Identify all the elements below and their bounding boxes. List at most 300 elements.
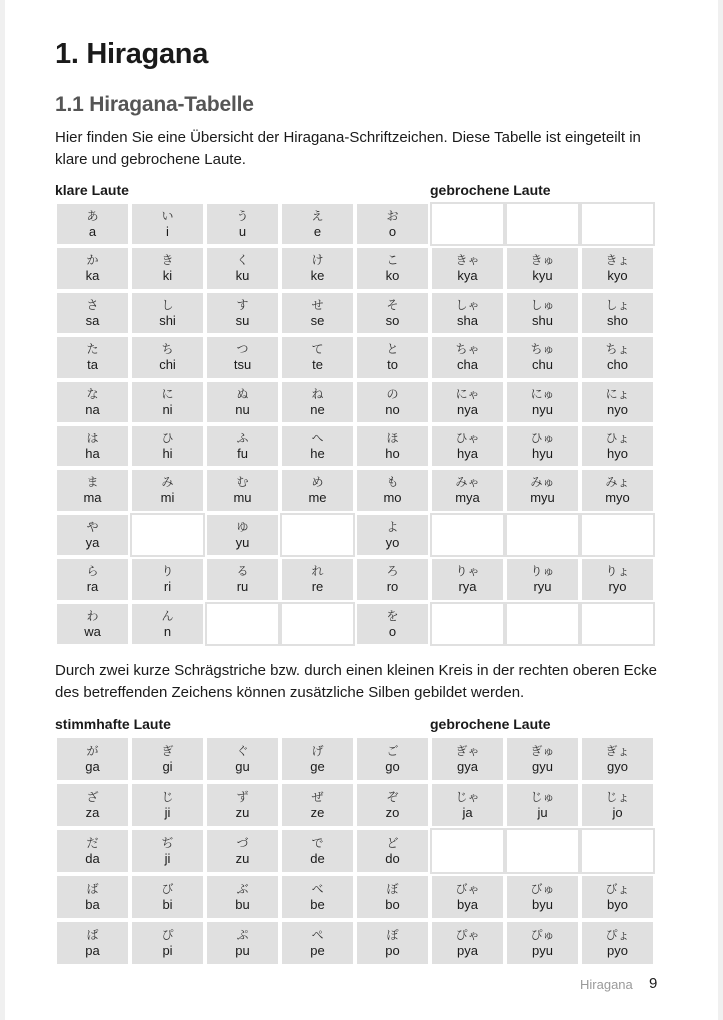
kana-romaji: da	[85, 851, 100, 866]
page-title: 1. Hiragana	[55, 38, 209, 70]
kana-char: ぽ	[386, 928, 399, 942]
kana-char: ぎゅ	[530, 744, 555, 758]
kana-char: じ	[161, 790, 174, 804]
kana-romaji: hyu	[532, 446, 553, 461]
kana-char: て	[311, 342, 324, 357]
kana-cell	[130, 291, 205, 335]
kana-romaji: go	[385, 759, 400, 774]
kana-cell	[205, 291, 280, 335]
kana-char: ぎ	[161, 744, 174, 758]
page-number: 9	[649, 975, 658, 992]
kana-cell	[205, 874, 280, 920]
kana-cell	[280, 782, 355, 828]
kana-cell	[280, 468, 355, 512]
kana-cell	[55, 782, 130, 828]
kana-romaji: pi	[162, 943, 173, 958]
empty-cell	[430, 513, 505, 557]
kana-romaji: ryu	[533, 579, 552, 595]
kana-cell	[55, 246, 130, 290]
table2-label-broken: gebrochene Laute	[430, 716, 551, 732]
kana-char: りょ	[605, 564, 630, 579]
kana-romaji: ho	[385, 446, 400, 461]
kana-romaji: hya	[457, 446, 478, 461]
kana-romaji: o	[388, 224, 397, 239]
kana-char: ぎゃ	[455, 744, 480, 758]
kana-cell	[205, 557, 280, 601]
kana-cell	[580, 335, 655, 379]
table1-label-clear: klare Laute	[55, 182, 129, 198]
kana-char: きゃ	[455, 253, 480, 268]
kana-char: た	[86, 342, 99, 357]
kana-cell	[130, 782, 205, 828]
kana-romaji: gya	[457, 759, 478, 774]
kana-cell	[205, 468, 280, 512]
kana-cell	[280, 291, 355, 335]
kana-romaji: ra	[86, 579, 99, 595]
kana-char: ぞ	[386, 790, 399, 804]
empty-cell	[580, 513, 655, 557]
kana-romaji: ku	[235, 268, 250, 284]
kana-char: そ	[386, 297, 399, 312]
kana-cell	[205, 380, 280, 424]
kana-cell	[580, 424, 655, 468]
kana-char: ゆ	[236, 519, 249, 534]
kana-cell	[130, 920, 205, 966]
kana-char: きゅ	[530, 253, 555, 268]
kana-cell	[430, 424, 505, 468]
kana-cell	[580, 920, 655, 966]
empty-cell	[505, 513, 580, 557]
kana-romaji: se	[310, 312, 325, 328]
kana-char: ろ	[386, 564, 399, 579]
kana-char: ば	[86, 882, 99, 896]
kana-romaji: bo	[385, 897, 400, 912]
kana-char: ぶ	[236, 882, 249, 896]
table2-label-voiced: stimmhafte Laute	[55, 716, 171, 732]
kana-char: ふ	[236, 431, 249, 445]
kana-char: ひょ	[605, 431, 630, 445]
kana-cell	[430, 920, 505, 966]
kana-cell	[55, 335, 130, 379]
kana-char: よ	[386, 519, 399, 534]
kana-char: ちょ	[605, 342, 630, 357]
kana-char: ぴゃ	[455, 928, 480, 942]
kana-char: ぺ	[311, 928, 324, 942]
kana-romaji: gi	[162, 759, 173, 774]
kana-char: づ	[236, 836, 249, 850]
empty-cell	[580, 602, 655, 646]
kana-char: びゃ	[455, 882, 480, 896]
kana-romaji: ma	[83, 490, 102, 506]
kana-cell	[355, 202, 430, 246]
kana-char: みゅ	[530, 475, 555, 490]
kana-cell	[430, 736, 505, 782]
kana-cell	[205, 828, 280, 874]
kana-char: みゃ	[455, 475, 480, 490]
kana-cell	[55, 424, 130, 468]
kana-romaji: sho	[607, 312, 628, 328]
intro-text: Hier finden Sie eine Übersicht der Hiragana-Schriftzeichen. Diese Tabelle ist eingeteilt in klare und gebrochene Laute.	[55, 129, 641, 168]
kana-char: じゃ	[455, 790, 480, 804]
kana-romaji: pyo	[607, 943, 628, 958]
kana-romaji: tsu	[233, 357, 252, 373]
page-edge-left	[0, 0, 5, 1020]
kana-romaji: ga	[85, 759, 100, 774]
kana-cell	[355, 513, 430, 557]
empty-cell	[280, 602, 355, 646]
kana-cell	[130, 380, 205, 424]
kana-cell	[355, 246, 430, 290]
kana-cell	[205, 335, 280, 379]
kana-char: ぼ	[386, 882, 399, 896]
kana-cell	[580, 380, 655, 424]
kana-cell	[355, 874, 430, 920]
kana-cell	[280, 920, 355, 966]
kana-romaji: wa	[84, 623, 101, 639]
kana-char: も	[386, 475, 399, 490]
empty-cell	[505, 828, 580, 874]
kana-romaji: ka	[85, 268, 100, 284]
kana-char: な	[86, 386, 99, 401]
kana-romaji: me	[308, 490, 327, 506]
kana-char: わ	[86, 608, 99, 623]
kana-cell	[55, 736, 130, 782]
empty-cell	[505, 602, 580, 646]
kana-romaji: ru	[236, 579, 249, 595]
kana-char: む	[236, 475, 249, 490]
kana-cell	[505, 246, 580, 290]
kana-char: ひゅ	[530, 431, 555, 445]
kana-cell	[430, 335, 505, 379]
kana-romaji: do	[385, 851, 400, 866]
kana-cell	[355, 468, 430, 512]
kana-cell	[580, 468, 655, 512]
kana-romaji: ji	[164, 805, 171, 820]
kana-char: ぎょ	[605, 744, 630, 758]
kana-romaji: mu	[233, 490, 252, 506]
kana-romaji: pe	[310, 943, 325, 958]
kana-cell	[55, 828, 130, 874]
kana-romaji: de	[310, 851, 325, 866]
kana-cell	[55, 920, 130, 966]
kana-char: ね	[311, 386, 324, 401]
kana-romaji: i	[166, 224, 169, 239]
kana-char: じょ	[605, 790, 630, 804]
kana-cell	[430, 291, 505, 335]
empty-cell	[430, 202, 505, 246]
kana-char: ぴゅ	[530, 928, 555, 942]
empty-cell	[205, 602, 280, 646]
kana-char: く	[236, 253, 249, 268]
kana-char: ぴょ	[605, 928, 630, 942]
kana-romaji: zu	[235, 851, 250, 866]
kana-romaji: shu	[532, 312, 553, 328]
kana-romaji: bu	[235, 897, 250, 912]
empty-cell	[430, 828, 505, 874]
kana-cell	[430, 557, 505, 601]
kana-char: り	[161, 564, 174, 579]
kana-cell	[505, 782, 580, 828]
kana-cell	[580, 246, 655, 290]
kana-char: にゃ	[455, 386, 480, 401]
kana-romaji: ki	[162, 268, 173, 284]
kana-char: ど	[386, 836, 399, 850]
kana-romaji: e	[313, 224, 322, 239]
kana-char: ぬ	[236, 386, 249, 401]
kana-romaji: pyu	[532, 943, 553, 958]
kana-romaji: za	[85, 805, 100, 820]
kana-char: あ	[86, 209, 99, 223]
kana-cell	[130, 557, 205, 601]
kana-cell	[280, 828, 355, 874]
kana-char: や	[86, 519, 99, 534]
kana-cell	[580, 291, 655, 335]
kana-char: ち	[161, 342, 174, 357]
kana-romaji: bi	[162, 897, 173, 912]
kana-char: ひ	[161, 431, 174, 445]
kana-char: う	[236, 209, 249, 223]
kana-romaji: po	[385, 943, 400, 958]
kana-cell	[205, 202, 280, 246]
kana-romaji: he	[310, 446, 325, 461]
kana-cell	[430, 782, 505, 828]
kana-cell	[55, 468, 130, 512]
kana-cell	[505, 291, 580, 335]
kana-char: しゅ	[530, 297, 555, 312]
kana-cell	[430, 874, 505, 920]
kana-romaji: pu	[235, 943, 250, 958]
kana-cell	[505, 874, 580, 920]
kana-char: の	[386, 386, 399, 401]
kana-cell	[505, 557, 580, 601]
kana-cell	[130, 246, 205, 290]
kana-romaji: ja	[462, 805, 473, 820]
kana-romaji: chi	[159, 357, 176, 373]
kana-cell	[205, 513, 280, 557]
kana-romaji: kya	[457, 268, 478, 284]
kana-romaji: nya	[457, 401, 478, 417]
kana-char: ざ	[86, 790, 99, 804]
kana-char: け	[311, 253, 324, 268]
kana-cell	[505, 468, 580, 512]
kana-romaji: ge	[310, 759, 325, 774]
kana-char: に	[161, 386, 174, 401]
kana-cell	[130, 828, 205, 874]
kana-cell	[130, 335, 205, 379]
kana-romaji: te	[312, 357, 323, 373]
kana-romaji: myu	[530, 490, 555, 506]
kana-romaji: n	[163, 623, 172, 639]
kana-cell	[355, 920, 430, 966]
kana-cell	[130, 424, 205, 468]
kana-romaji: nyu	[532, 401, 553, 417]
kana-romaji: yo	[385, 534, 400, 550]
kana-char: びゅ	[530, 882, 555, 896]
kana-char: びょ	[605, 882, 630, 896]
kana-cell	[505, 920, 580, 966]
empty-cell	[130, 513, 205, 557]
kana-romaji: byo	[607, 897, 628, 912]
kana-romaji: ze	[310, 805, 325, 820]
kana-char: ず	[236, 790, 249, 804]
page-edge-right	[718, 0, 723, 1020]
kana-romaji: sha	[457, 312, 478, 328]
kana-romaji: bya	[457, 897, 478, 912]
kana-romaji: no	[385, 401, 400, 417]
kana-romaji: ke	[310, 268, 325, 284]
kana-char: ん	[161, 608, 174, 623]
middle-text: Durch zwei kurze Schrägstriche bzw. durch einen kleinen Kreis in der rechten oberen Ecke des betreffenden Zeichens können zusätzliche Silben gebildet werden.	[55, 662, 657, 701]
kana-romaji: ryo	[608, 579, 627, 595]
kana-romaji: to	[387, 357, 398, 373]
kana-cell	[130, 202, 205, 246]
kana-romaji: ko	[385, 268, 400, 284]
kana-romaji: su	[235, 312, 250, 328]
kana-romaji: pa	[85, 943, 100, 958]
kana-char: ぷ	[236, 928, 249, 942]
kana-romaji: zo	[385, 805, 400, 820]
kana-romaji: sa	[85, 312, 100, 328]
kana-romaji: a	[88, 224, 97, 239]
kana-romaji: pya	[457, 943, 478, 958]
kana-char: せ	[311, 297, 324, 312]
kana-char: ぱ	[86, 928, 99, 942]
kana-cell	[205, 424, 280, 468]
kana-char: さ	[86, 297, 99, 312]
kana-cell	[580, 874, 655, 920]
kana-cell	[55, 602, 130, 646]
kana-romaji: ri	[163, 579, 172, 595]
kana-cell	[205, 920, 280, 966]
kana-romaji: ju	[537, 805, 548, 820]
kana-char: み	[161, 475, 174, 490]
kana-char: べ	[311, 882, 324, 896]
kana-char: を	[386, 608, 399, 623]
kana-char: ぐ	[236, 744, 249, 758]
kana-char: ぜ	[311, 790, 324, 804]
kana-char: ちゃ	[455, 342, 480, 357]
kana-cell	[280, 202, 355, 246]
kana-char: が	[86, 744, 99, 758]
kana-romaji: gyo	[607, 759, 628, 774]
kana-romaji: shi	[159, 312, 176, 328]
kana-char: にゅ	[530, 386, 555, 401]
kana-cell	[355, 782, 430, 828]
kana-cell	[205, 782, 280, 828]
kana-cell	[55, 874, 130, 920]
kana-cell	[580, 557, 655, 601]
kana-romaji: ro	[386, 579, 399, 595]
kana-char: え	[311, 209, 324, 223]
kana-romaji: be	[310, 897, 325, 912]
kana-char: じゅ	[530, 790, 555, 804]
kana-cell	[505, 424, 580, 468]
kana-char: で	[311, 836, 324, 850]
kana-romaji: gyu	[532, 759, 553, 774]
kana-char: と	[386, 342, 399, 357]
kana-cell	[505, 380, 580, 424]
kana-cell	[430, 468, 505, 512]
kana-cell	[505, 335, 580, 379]
kana-cell	[130, 736, 205, 782]
kana-romaji: chu	[532, 357, 553, 373]
kana-romaji: na	[85, 401, 100, 417]
kana-char: へ	[311, 431, 324, 445]
kana-romaji: re	[311, 579, 324, 595]
kana-cell	[280, 335, 355, 379]
kana-cell	[280, 380, 355, 424]
kana-cell	[355, 335, 430, 379]
kana-romaji: yu	[235, 534, 250, 550]
kana-char: か	[86, 253, 99, 268]
kana-cell	[430, 246, 505, 290]
kana-romaji: gu	[235, 759, 250, 774]
kana-char: め	[311, 475, 324, 490]
footer-section: Hiragana	[580, 977, 633, 992]
kana-romaji: hyo	[607, 446, 628, 461]
kana-char: りゅ	[530, 564, 555, 579]
kana-char: ぢ	[161, 836, 174, 850]
kana-cell	[355, 828, 430, 874]
kana-char: にょ	[605, 386, 630, 401]
kana-romaji: ha	[85, 446, 100, 461]
kana-romaji: ba	[85, 897, 100, 912]
kana-cell	[280, 736, 355, 782]
kana-cell	[280, 246, 355, 290]
empty-cell	[580, 828, 655, 874]
kana-char: みょ	[605, 475, 630, 490]
kana-romaji: mo	[383, 490, 402, 506]
kana-char: お	[386, 209, 399, 223]
kana-char: し	[161, 297, 174, 312]
kana-cell	[55, 513, 130, 557]
kana-cell	[55, 202, 130, 246]
kana-char: は	[86, 431, 99, 445]
kana-char: き	[161, 253, 174, 268]
kana-cell	[355, 736, 430, 782]
kana-romaji: ya	[85, 534, 100, 550]
kana-cell	[580, 736, 655, 782]
kana-char: い	[161, 209, 174, 223]
kana-char: ぴ	[161, 928, 174, 942]
kana-romaji: nu	[235, 401, 250, 417]
kana-romaji: o	[388, 623, 397, 639]
kana-romaji: cho	[607, 357, 628, 373]
kana-romaji: fu	[237, 446, 248, 461]
kana-romaji: rya	[458, 579, 477, 595]
kana-char: げ	[311, 744, 324, 758]
kana-romaji: u	[238, 224, 247, 239]
kana-cell	[280, 557, 355, 601]
kana-char: ほ	[386, 431, 399, 445]
kana-char: しゃ	[455, 297, 480, 312]
kana-char: る	[236, 564, 249, 579]
kana-cell	[130, 468, 205, 512]
kana-cell	[55, 380, 130, 424]
kana-cell	[505, 736, 580, 782]
kana-romaji: ne	[310, 401, 325, 417]
kana-cell	[280, 874, 355, 920]
kana-romaji: kyo	[607, 268, 628, 284]
kana-char: しょ	[605, 297, 630, 312]
kana-romaji: myo	[605, 490, 630, 506]
kana-char: ら	[86, 564, 99, 579]
empty-cell	[430, 602, 505, 646]
kana-char: つ	[236, 342, 249, 357]
kana-char: ひゃ	[455, 431, 480, 445]
empty-cell	[580, 202, 655, 246]
kana-cell	[580, 782, 655, 828]
